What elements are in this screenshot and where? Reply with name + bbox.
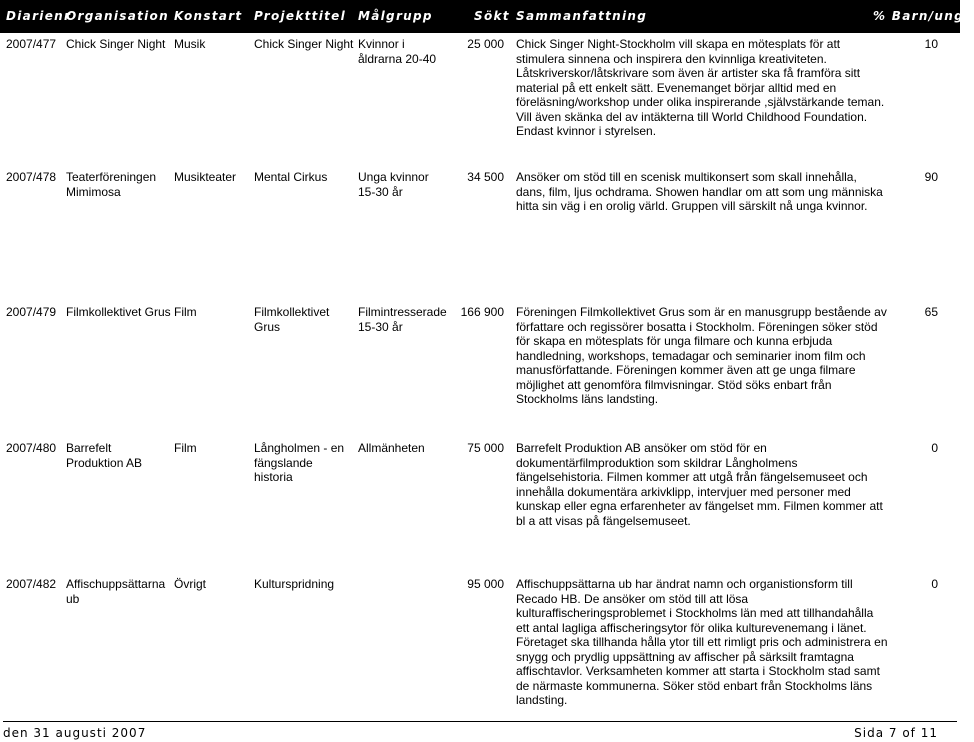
- cell-barn-ungd: 10: [924, 37, 938, 51]
- header-projekttitel: Projekttitel: [254, 9, 346, 23]
- cell-organisation: Chick Singer Night: [66, 37, 166, 51]
- cell-diarienr: 2007/480: [6, 441, 57, 455]
- cell-organisation: Teaterföreningen Mimimosa: [66, 170, 157, 199]
- cell-barn-ungd: 90: [924, 170, 938, 184]
- header-sokt: Sökt: [474, 9, 510, 23]
- cell-sammanfattning: Chick Singer Night-Stockholm vill skapa en mötesplats för att stimulera sinnena och inspirera den kvinnliga kreativiteten. Låtskriverskor/låtskrivare som även är artister ska få framföra sitt material på ett enkelt sätt. Evenemanget börjar alltid med en föreläsning/workshop under olika inspirerande ,självstärkande teman. Vill även skänka del av intäkterna till World Childhood Foundation. Endast kvinnor i styrelsen.: [516, 37, 885, 138]
- cell-diarienr: 2007/479: [6, 305, 57, 319]
- footer-date: den 31 augusti 2007: [3, 726, 147, 740]
- header-barn-ungd: % Barn/ungd: [873, 9, 974, 23]
- cell-malgrupp: Allmänheten: [358, 441, 425, 455]
- cell-organisation: Filmkollektivet Grus: [66, 305, 171, 319]
- cell-projekttitel: Filmkollektivet Grus: [254, 305, 330, 334]
- cell-konstart: Övrigt: [174, 577, 207, 591]
- cell-projekttitel: Mental Cirkus: [254, 170, 328, 184]
- header-sammanfattning: Sammanfattning: [516, 9, 648, 23]
- cell-sokt: 95 000: [467, 577, 504, 591]
- cell-konstart: Musikteater: [174, 170, 237, 184]
- cell-malgrupp: Unga kvinnor 15-30 år: [358, 170, 429, 199]
- cell-barn-ungd: 0: [931, 441, 938, 455]
- cell-sokt: 25 000: [467, 37, 504, 51]
- cell-barn-ungd: 0: [931, 577, 938, 591]
- footer-divider: [3, 721, 957, 722]
- cell-organisation: Barrefelt Produktion AB: [66, 441, 143, 470]
- cell-projekttitel: Chick Singer Night: [254, 37, 354, 51]
- cell-projekttitel: Kulturspridning: [254, 577, 335, 591]
- cell-diarienr: 2007/482: [6, 577, 57, 591]
- header-malgrupp: Målgrupp: [358, 9, 433, 23]
- cell-sammanfattning: Barrefelt Produktion AB ansöker om stöd för en dokumentärfilmproduktion som skildrar Långholmens fängelsehistoria. Filmen kommer att utgå från fängelsemuseet och innehålla dokumentära arkivklipp, intervjuer med personer med kunskap eller egna erfarenheter av fängelset mm. Filmen kommer att bl a att visas på fängelsemuseet.: [516, 441, 883, 528]
- cell-sokt: 34 500: [467, 170, 504, 184]
- cell-sammanfattning: Ansöker om stöd till en scenisk multikonsert som skall innehålla, dans, film, ljus ochdrama. Showen handlar om att som ung människa hitta sin väg i en orolig värld. Gruppen vill särskilt nå unga kvinnor.: [516, 170, 883, 213]
- table-header: [0, 0, 974, 33]
- footer-page-number: Sida 7 of 11: [854, 726, 938, 740]
- cell-konstart: Film: [174, 305, 197, 319]
- cell-organisation: Affischuppsättarna ub: [66, 577, 166, 606]
- cell-sammanfattning: Föreningen Filmkollektivet Grus som är en manusgrupp bestående av författare och regissörer bosatta i Stockholm. Föreningen söker stöd för skapa en mötesplats för unga filmare och kunna erbjuda handledning, workshops, temadagar och seminarier inom film och manusförfattande. Föreningen kommer även att ge unga filmare möjlighet att genomföra filmvisningar. Stöd söks enbart från Stockholms läns landsting.: [516, 305, 887, 406]
- header-organisation: Organisation: [66, 9, 169, 23]
- cell-diarienr: 2007/477: [6, 37, 57, 51]
- cell-sammanfattning: Affischuppsättarna ub har ändrat namn och organistionsform till Recado HB. De ansöker om stöd till att lösa kulturaffischeringsproblemet i Stockholms län med att tillhandahålla ett antal lagliga affischeringsytor för olika kulturevenemang i länet. Företaget ska tillhanda hålla ytor till ett rimligt pris och administrera en snygg och prydlig uppsättning av affischer på särksilt framtagna affischtavlor. Verksamheten kommer att starta i Stockholm stad samt de närmaste kommunerna. Söker stöd enbart från Stockholms läns landsting.: [516, 577, 888, 707]
- cell-sokt: 75 000: [467, 441, 504, 455]
- cell-malgrupp: Kvinnor i åldrarna 20-40: [358, 37, 437, 66]
- cell-malgrupp: Filmintresserade 15-30 år: [358, 305, 447, 334]
- header-diarienr: Diarienr: [6, 9, 72, 23]
- cell-diarienr: 2007/478: [6, 170, 57, 184]
- cell-sokt: 166 900: [460, 305, 504, 319]
- cell-barn-ungd: 65: [924, 305, 938, 319]
- cell-konstart: Film: [174, 441, 197, 455]
- cell-konstart: Musik: [174, 37, 206, 51]
- cell-projekttitel: Långholmen - en fängslande historia: [254, 441, 345, 484]
- header-konstart: Konstart: [174, 9, 243, 23]
